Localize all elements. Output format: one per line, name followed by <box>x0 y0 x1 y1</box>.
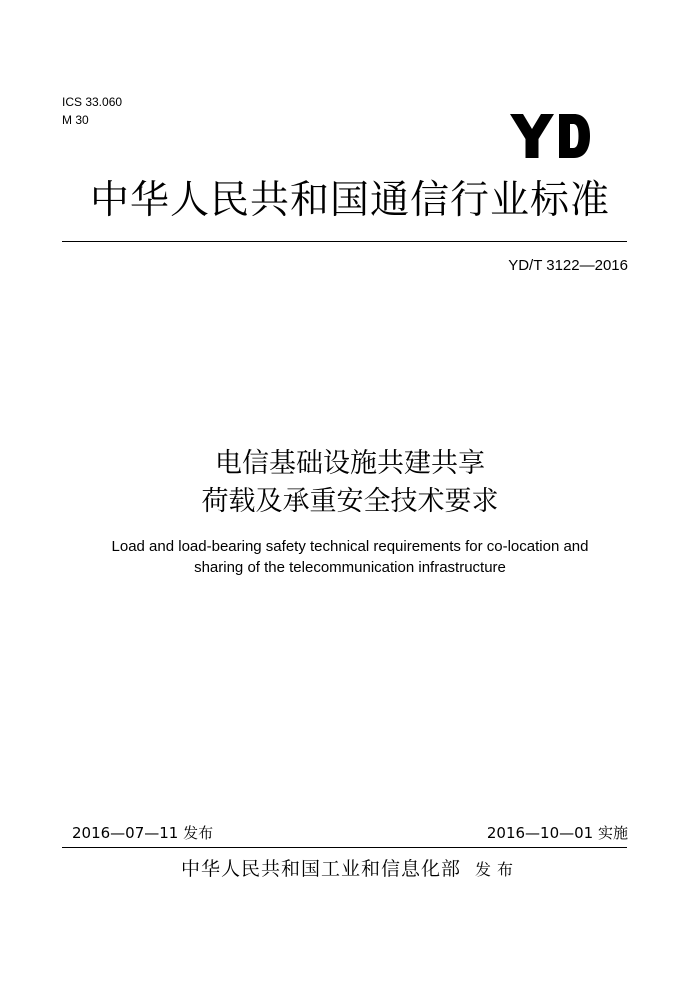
issue-date: 2016—07—11 发布 <box>72 824 214 842</box>
publisher-organization: 中华人民共和国工业和信息化部 <box>180 858 461 880</box>
title-en-line-2: sharing of the telecommunication infrastructure <box>194 559 506 576</box>
title-cn-line-1: 电信基础设施共建共享 <box>215 448 485 479</box>
top-divider <box>62 241 627 242</box>
implementation-date: 2016—10—01 实施 <box>486 824 628 842</box>
standard-category-title: 中华人民共和国通信行业标准 <box>89 178 610 223</box>
standard-number: YD/T 3122—2016 <box>508 257 628 274</box>
ics-code: ICS 33.060 <box>62 95 123 109</box>
publish-label: 发布 <box>475 860 520 879</box>
title-en-line-1: Load and load-bearing safety technical requirements for co-location and <box>111 538 589 555</box>
publisher-line <box>0 856 700 883</box>
bottom-divider <box>62 847 627 848</box>
title-cn-line-2: 荷载及承重安全技术要求 <box>201 486 499 517</box>
ccs-code: M 30 <box>62 113 89 127</box>
yd-logo <box>510 114 590 158</box>
